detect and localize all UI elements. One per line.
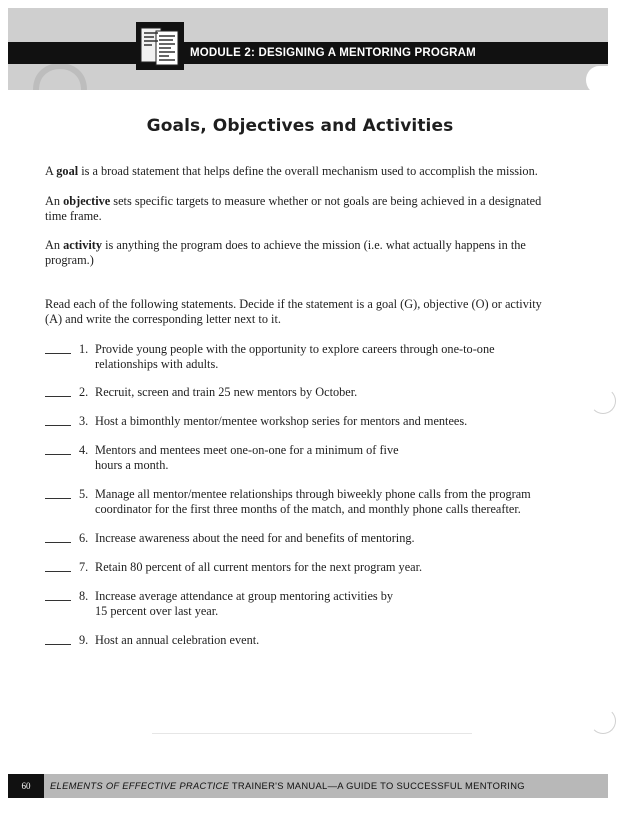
instructions-text: Read each of the following statements. Decide if the statement is a goal (G), objective (O) or activity (A) and write the corresponding letter next to it. — [45, 297, 542, 326]
statement-number: 2. — [79, 385, 89, 399]
statement-text: Mentors and mentees meet one-on-one for a minimum of five hours a month. — [95, 443, 399, 472]
document-pages-icon — [136, 22, 184, 70]
activity-term: activity — [63, 238, 103, 252]
statement-text: Host an annual celebration event. — [95, 633, 260, 647]
statement-text: Recruit, screen and train 25 new mentors by October. — [95, 385, 358, 399]
answer-blank[interactable] — [45, 600, 71, 601]
statement-text: Increase awareness about the need for and benefits of mentoring. — [95, 531, 415, 545]
decorative-watermark-icon — [30, 62, 90, 90]
objective-term: objective — [63, 194, 111, 208]
goal-term: goal — [56, 164, 79, 178]
page-title: Goals, Objectives and Activities — [146, 116, 454, 136]
faint-divider — [152, 733, 472, 734]
answer-blank[interactable] — [45, 498, 71, 499]
statement-number: 4. — [79, 443, 89, 457]
statement-text: Host a bimonthly mentor/mentee workshop series for mentors and mentees. — [95, 414, 468, 428]
statement-number: 5. — [79, 487, 89, 501]
activity-definition: An activity is anything the program does to achieve the mission (i.e. what actually happens in the program.) — [45, 238, 526, 267]
footer-title — [50, 774, 525, 798]
answer-blank[interactable] — [45, 425, 71, 426]
goal-definition: A goal is a broad statement that helps define the overall mechanism used to accomplish the mission. — [45, 164, 538, 178]
answer-blank[interactable] — [45, 396, 71, 397]
answer-blank[interactable] — [45, 542, 71, 543]
objective-definition: An objective sets specific targets to measure whether or not goals are being achieved in a designated time frame. — [45, 194, 542, 223]
decorative-arc — [590, 388, 616, 414]
decorative-arc — [590, 708, 616, 734]
answer-blank[interactable] — [45, 571, 71, 572]
statement-text: Increase average attendance at group mentoring activities by 15 percent over last year. — [95, 589, 394, 618]
statement-number: 6. — [79, 531, 89, 545]
statement-number: 3. — [79, 414, 89, 428]
statement-number: 8. — [79, 589, 89, 603]
answer-blank[interactable] — [45, 644, 71, 645]
module-title: MODULE 2: DESIGNING A MENTORING PROGRAM — [190, 47, 476, 59]
footer-title-rest: TRAINER'S MANUAL—A GUIDE TO SUCCESSFUL MENTORING — [229, 780, 525, 791]
statement-number: 7. — [79, 560, 89, 574]
page-tab-cutout — [586, 66, 612, 94]
statement-text: Provide young people with the opportunity to explore careers through one-to-one relationships with adults. — [95, 342, 495, 371]
answer-blank[interactable] — [45, 454, 71, 455]
statement-number: 9. — [79, 633, 89, 647]
footer-title-italic: ELEMENTS OF EFFECTIVE PRACTICE — [50, 780, 230, 791]
statement-text: Retain 80 percent of all current mentors for the next program year. — [95, 560, 423, 574]
page-number: 60 — [21, 781, 31, 791]
statement-number: 1. — [79, 342, 89, 356]
answer-blank[interactable] — [45, 353, 71, 354]
statement-text: Manage all mentor/mentee relationships through biweekly phone calls from the program coordinator for the first three months of the match, and monthly phone calls thereafter. — [95, 487, 531, 516]
